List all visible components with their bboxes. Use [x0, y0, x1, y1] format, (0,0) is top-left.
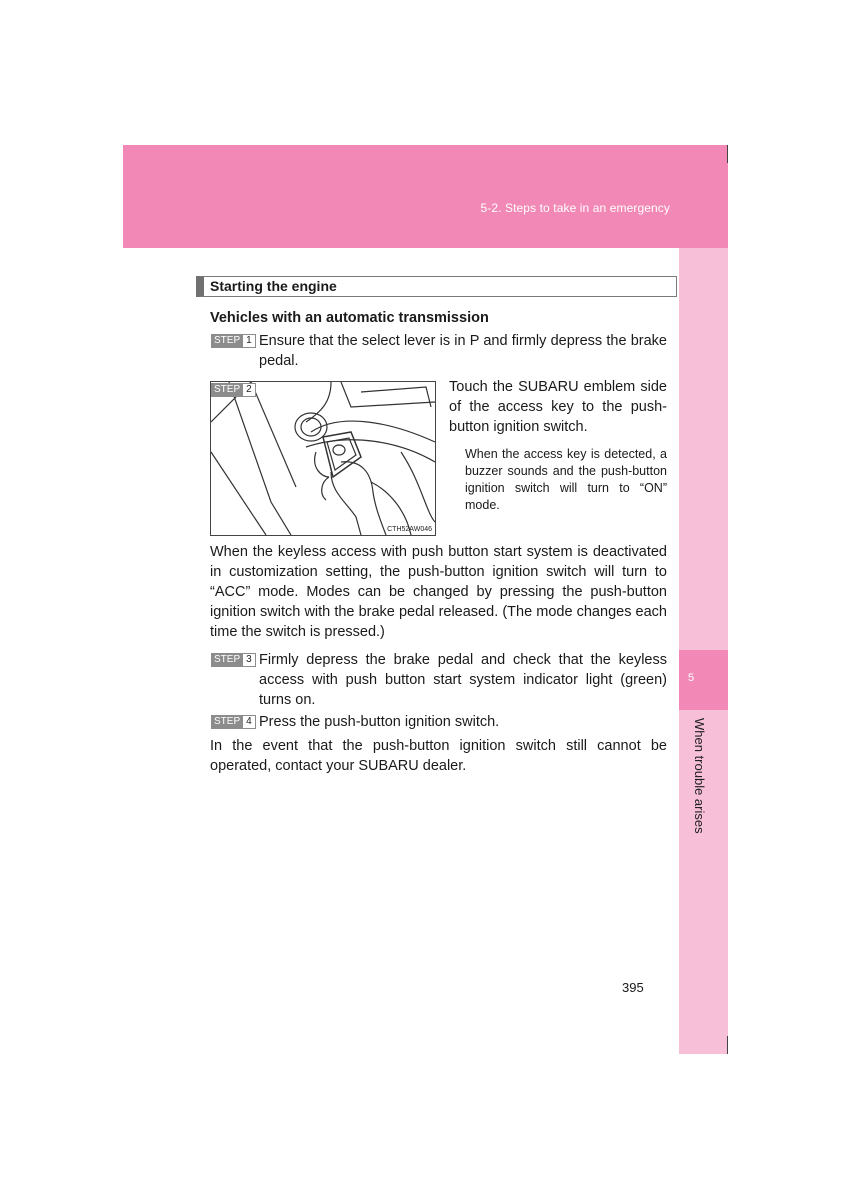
hand-holding-key-illustration	[211, 382, 435, 535]
section-title: 5-2. Steps to take in an emergency	[480, 201, 670, 215]
chapter-number: 5	[688, 672, 695, 684]
step-1-text: Ensure that the select lever is in P and firmly depress the brake pedal.	[259, 333, 667, 369]
step-number: 3	[243, 653, 256, 667]
step-3-text: Firmly depress the brake pedal and check that the keyless access with push button start system indicator light (green) turns on.	[259, 652, 667, 708]
sub-heading: Vehicles with an automatic transmission	[210, 310, 489, 326]
ignition-figure	[210, 381, 436, 536]
step-badge-2	[211, 383, 256, 397]
dealer-paragraph: In the event that the push-button ignition switch still cannot be operated, contact your SUBARU dealer.	[210, 738, 667, 774]
header-band	[123, 145, 728, 248]
section-heading: Starting the engine	[196, 276, 677, 297]
step-number: 1	[243, 334, 256, 348]
step-label: STEP	[211, 383, 243, 397]
figure-code: CTH52AW046	[387, 526, 432, 533]
step-badge-4	[211, 715, 256, 729]
step-2-note: When the access key is detected, a buzzer sounds and the push-button ignition switch will turn to “ON” mode.	[465, 447, 667, 512]
chapter-box[interactable]	[679, 650, 728, 710]
chapter-title: When trouble arises	[692, 718, 707, 834]
step-4-text: Press the push-button ignition switch.	[259, 714, 500, 730]
step-badge-1	[211, 334, 256, 348]
step-2-text: Touch the SUBARU emblem side of the access key to the push-button ignition switch.	[449, 379, 667, 435]
step-label: STEP	[211, 334, 243, 348]
trim-mark	[727, 1036, 728, 1054]
step-badge-3	[211, 653, 256, 667]
step-number: 2	[243, 383, 256, 397]
step-label: STEP	[211, 653, 243, 667]
step-number: 4	[243, 715, 256, 729]
step-label: STEP	[211, 715, 243, 729]
acc-paragraph: When the keyless access with push button start system is deactivated in customization setting, the push-button ignition switch will turn to “ACC” mode. Modes can be changed by pressing the push-button ignition switch with the brake pedal released. (The mode changes each time the switch is pressed.)	[210, 544, 667, 640]
page-number: 395	[622, 980, 644, 995]
trim-mark	[727, 145, 728, 163]
